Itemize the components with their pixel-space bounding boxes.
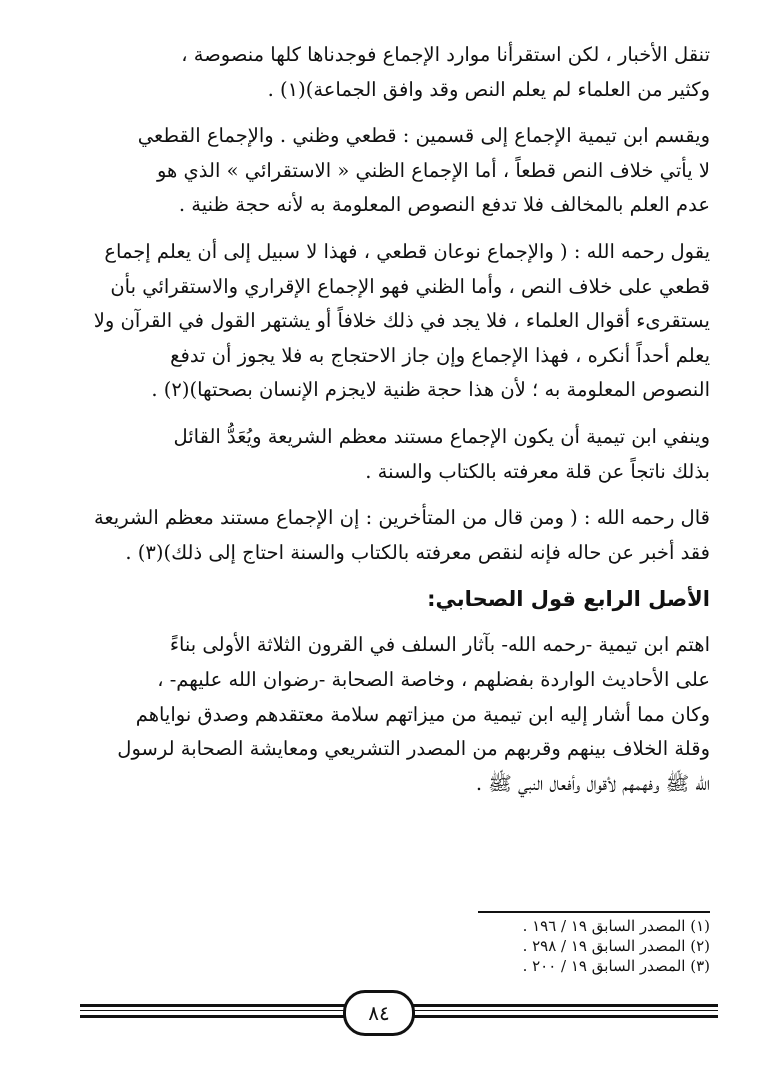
- text-line: وينفي ابن تيمية أن يكون الإجماع مستند معظم الشريعة ويُعَدُّ القائل: [173, 424, 710, 448]
- section-heading: الأصل الرابع قول الصحابي:: [427, 587, 710, 612]
- footnotes: [70, 916, 710, 976]
- footnote-1: (١) المصدر السابق ١٩ / ١٩٦ .: [522, 917, 710, 935]
- text-line: النصوص المعلومة به ؛ لأن هذا حجة ظنية لايجزم الإنسان بصحتها)(٢) .: [151, 378, 710, 402]
- text-line: يستقرىء أقوال العلماء ، فلا يجد في ذلك خلافاً أو يشتهر القول في القرآن ولا: [93, 309, 710, 333]
- footnote-3: (٣) المصدر السابق ١٩ / ٢٠٠ .: [522, 957, 710, 975]
- page-number: [343, 990, 415, 1036]
- text-line: الله ﷺ وفهمهم لأقوال وأفعال النبي ﷺ .: [475, 771, 710, 795]
- text-line: وكثير من العلماء لم يعلم النص وقد وافق الجماعة)(١) .: [267, 77, 710, 101]
- footnote-2: (٢) المصدر السابق ١٩ / ٢٩٨ .: [522, 937, 710, 955]
- text-line: يعلم أحداً أنكره ، فهذا الإجماع وإن جاز الاحتجاج به فلا يجوز أن تدفع: [170, 343, 710, 367]
- paragraph-4: [60, 420, 710, 489]
- paragraph-2: [60, 119, 710, 223]
- page-number-text: ٨٤: [368, 1001, 390, 1025]
- paragraph-1: [60, 38, 710, 107]
- paragraph-5-quote: [60, 501, 710, 570]
- text-line: لا يأتي خلاف النص قطعاً ، أما الإجماع الظني « الاستقرائي » الذي هو: [156, 158, 710, 182]
- text-line: يقول رحمه الله : ( والإجماع نوعان قطعي ، فهذا لا سبيل إلى أن يعلم إجماع: [104, 239, 710, 263]
- paragraph-6: [60, 628, 710, 801]
- text-line: قال رحمه الله : ( ومن قال من المتأخرين : إن الإجماع مستند معظم الشريعة: [93, 506, 710, 530]
- paragraph-3-quote: [60, 235, 710, 408]
- text-line: عدم العلم بالمخالف فلا تدفع النصوص المعلومة به لأنه حجة ظنية .: [178, 193, 710, 217]
- text-line: وقلة الخلاف بينهم وقربهم من المصدر التشريعي ومعايشة الصحابة لرسول: [117, 737, 710, 761]
- text-line: على الأحاديث الواردة بفضلهم ، وخاصة الصحابة -رضوان الله عليهم- ،: [157, 667, 710, 691]
- text-line: وكان مما أشار إليه ابن تيمية من ميزاتهم سلامة معتقدهم وصدق نواياهم: [135, 702, 710, 726]
- main-text: [60, 38, 710, 813]
- text-line: اهتم ابن تيمية -رحمه الله- بآثار السلف في القرون الثلاثة الأولى بناءً: [169, 633, 710, 657]
- text-line: فقد أخبر عن حاله فإنه لنقص معرفته بالكتاب والسنة احتاج إلى ذلك)(٣) .: [125, 540, 710, 564]
- text-line: ويقسم ابن تيمية الإجماع إلى قسمين : قطعي وظني . والإجماع القطعي: [137, 124, 710, 148]
- text-line: تنقل الأخبار ، لكن استقرأنا موارد الإجماع فوجدناها كلها منصوصة ،: [181, 43, 710, 66]
- text-line: قطعي على خلاف النص ، وأما الظني فهو الإجماع الإقراري والاستقرائي بأن: [110, 274, 710, 298]
- text-line: بذلك ناتجاً عن قلة معرفته بالكتاب والسنة .: [365, 459, 710, 483]
- footnote-separator: [478, 911, 710, 913]
